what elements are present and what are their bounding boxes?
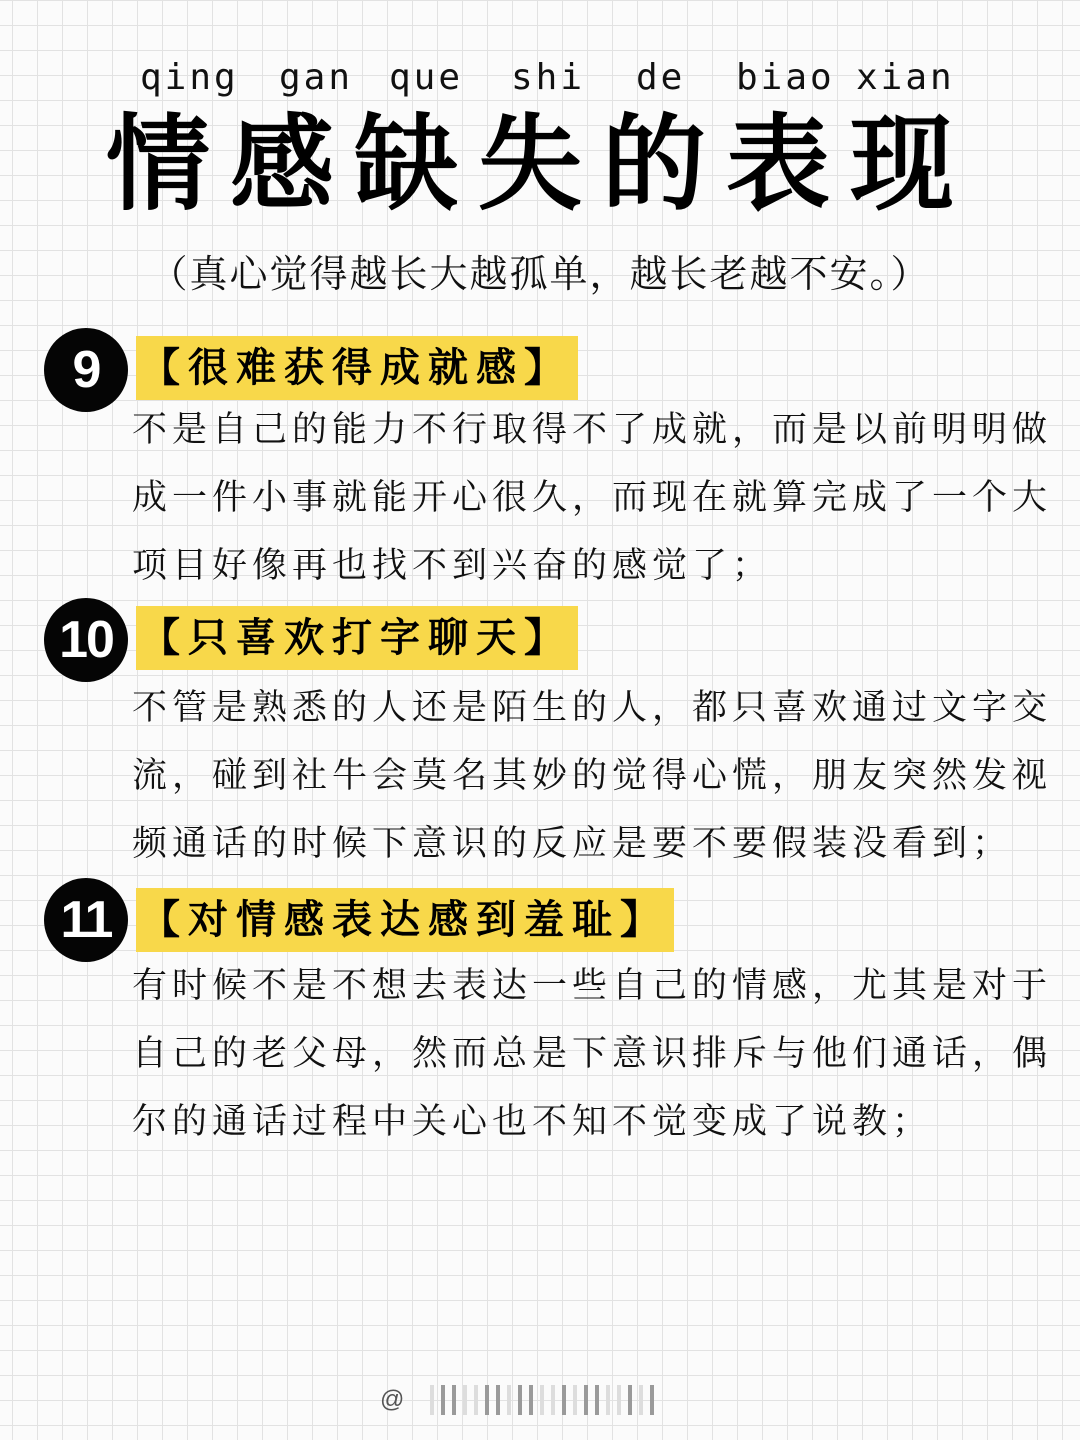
redaction-bar: [562, 1385, 566, 1415]
pinyin-syllable: que: [389, 57, 464, 98]
redaction-bar: [573, 1385, 577, 1415]
watermark: [380, 1380, 654, 1420]
body-line: 项目好像再也找不到兴奋的感觉了；: [132, 546, 773, 586]
number-badge: 9: [44, 328, 128, 412]
redaction-bar: [529, 1385, 533, 1415]
redaction-bar: [441, 1385, 445, 1415]
redaction-bar: [540, 1385, 544, 1415]
redaction-bar: [496, 1385, 500, 1415]
page-subtitle: （真心觉得越长大越孤单，越长老越不安。）: [149, 252, 931, 296]
number-badge: 11: [44, 878, 128, 962]
redaction-bar: [430, 1385, 434, 1415]
redaction-bar: [518, 1385, 522, 1415]
number-badge: 10: [44, 598, 128, 682]
body-line: 频通话的时候下意识的反应是要不要假装没看到；: [132, 824, 1013, 864]
section-body: [132, 674, 1052, 878]
pinyin-syllable: biao: [736, 57, 835, 98]
redaction-bar: [639, 1385, 643, 1415]
redaction-bar: [617, 1385, 621, 1415]
redaction-bar: [474, 1385, 478, 1415]
section-heading: 【很难获得成就感】: [136, 336, 578, 400]
body-line: 不管是熟悉的人还是陌生的人，都只喜欢通过文字交: [132, 688, 1053, 728]
pinyin-syllable: xian: [856, 57, 955, 98]
pinyin-syllable: qing: [140, 57, 239, 98]
redaction-bar: [507, 1385, 511, 1415]
pinyin-syllable: gan: [279, 57, 354, 98]
redaction-bar: [452, 1385, 456, 1415]
body-line: 自己的老父母，然而总是下意识排斥与他们通话，偶: [132, 1034, 1053, 1074]
redaction-bar: [584, 1385, 588, 1415]
username-redaction-bars: [430, 1382, 654, 1418]
redaction-bar: [463, 1385, 467, 1415]
pinyin-row: [140, 50, 955, 106]
redaction-bar: [628, 1385, 632, 1415]
body-line: 成一件小事就能开心很久，而现在就算完成了一个大: [132, 478, 1053, 518]
body-line: 不是自己的能力不行取得不了成就，而是以前明明做: [132, 410, 1053, 450]
pinyin-syllable: de: [636, 57, 686, 98]
pinyin-syllable: shi: [511, 57, 586, 98]
section-heading: 【对情感表达感到羞耻】: [136, 888, 674, 952]
redaction-bar: [485, 1385, 489, 1415]
redaction-bar: [606, 1385, 610, 1415]
redaction-bar: [650, 1385, 654, 1415]
body-line: 流，碰到社牛会莫名其妙的觉得心慌，朋友突然发视: [132, 756, 1053, 796]
redaction-bar: [551, 1385, 555, 1415]
body-line: 尔的通话过程中关心也不知不觉变成了说教；: [132, 1102, 933, 1142]
section-heading: 【只喜欢打字聊天】: [136, 606, 578, 670]
body-line: 有时候不是不想去表达一些自己的情感，尤其是对于: [132, 966, 1053, 1006]
section-body: [132, 952, 1052, 1156]
section-body: [132, 396, 1052, 600]
page-title: 情感缺失的表现: [105, 103, 974, 225]
redaction-bar: [595, 1385, 599, 1415]
at-sign: @: [380, 1386, 405, 1413]
